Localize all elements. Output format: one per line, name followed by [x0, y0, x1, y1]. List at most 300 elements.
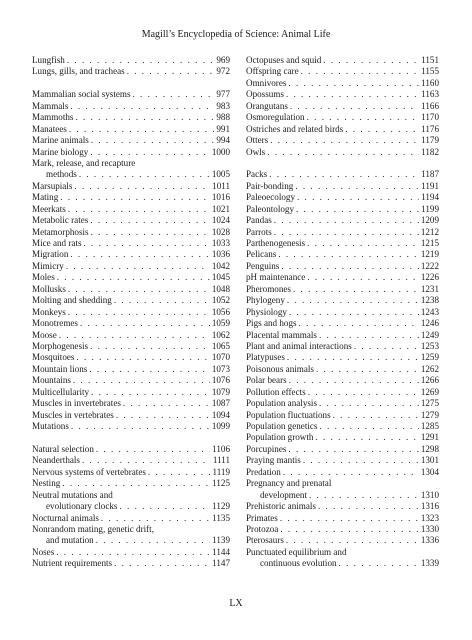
index-term: continuous evolution	[260, 558, 337, 569]
index-term: Pandas	[246, 215, 272, 226]
dot-leader	[84, 238, 210, 249]
index-term: Pollution effects	[246, 386, 306, 397]
index-entry	[32, 112, 230, 123]
index-term: Prehistoric animals	[246, 501, 316, 512]
index-entry	[32, 227, 230, 238]
index-term: Pregnancy and prenatal	[246, 478, 332, 489]
index-page-number: 1238	[420, 295, 439, 306]
index-page-number: 983	[216, 100, 230, 111]
dot-leader	[79, 169, 210, 180]
index-page-number: 1106	[212, 443, 230, 454]
index-page-number: 1285	[420, 421, 439, 431]
index-entry	[32, 135, 230, 146]
index-page-number: 1266	[420, 375, 439, 386]
index-term: Phylogeny	[246, 295, 285, 306]
dot-leader	[315, 432, 418, 443]
index-term: Praying mantis	[246, 455, 301, 466]
index-page-number: 1087	[211, 398, 230, 409]
index-entry	[32, 398, 230, 409]
dot-leader	[68, 284, 210, 295]
index-term: Orangutans	[246, 100, 288, 111]
index-entry	[246, 101, 439, 112]
running-header: Magill’s Encyclopedia of Science: Animal Life	[141, 29, 331, 40]
dot-leader	[339, 558, 419, 569]
index-page-number: 1304	[420, 466, 439, 477]
letter-group-gap	[32, 432, 230, 443]
index-entry	[32, 249, 230, 260]
index-entry	[32, 204, 230, 215]
dot-leader	[280, 513, 419, 524]
index-page-number: 1253	[420, 340, 439, 351]
index-page-number: 1298	[420, 443, 439, 454]
dot-leader	[91, 135, 215, 146]
dot-leader	[68, 204, 210, 215]
index-entry	[246, 169, 439, 180]
index-page-number: 1259	[420, 352, 439, 363]
index-entry	[246, 467, 439, 478]
index-page-number: 1310	[420, 489, 439, 500]
letter-group-gap	[32, 78, 230, 89]
dot-leader	[127, 66, 215, 77]
index-page-number: 1005	[211, 169, 230, 180]
dot-leader	[123, 398, 210, 409]
index-entry	[246, 375, 439, 386]
dot-leader	[287, 352, 419, 363]
dot-leader	[316, 364, 419, 375]
index-page-number: 977	[216, 89, 230, 100]
index-term: Mutations	[32, 421, 69, 431]
index-entry	[246, 547, 439, 558]
index-page-number: 1339	[420, 558, 439, 569]
index-entry	[246, 421, 439, 432]
index-entry	[246, 444, 439, 455]
index-term: pH maintenance	[246, 272, 306, 283]
index-term: development	[260, 489, 307, 500]
dot-leader	[307, 272, 418, 283]
index-page-number: 1262	[420, 363, 439, 374]
dot-leader	[80, 318, 210, 329]
index-entry	[246, 249, 439, 260]
index-term: Neanderthals	[32, 455, 80, 466]
index-entry	[246, 330, 439, 341]
dot-leader	[82, 455, 211, 466]
index-page-number: 1059	[211, 318, 230, 329]
dot-leader	[70, 101, 214, 112]
index-page-number: 1243	[420, 306, 439, 317]
index-term: Pheromones	[246, 283, 291, 294]
index-term: Paleoecology	[246, 192, 295, 203]
index-entry	[246, 238, 439, 249]
index-term: Mimicry	[32, 260, 64, 271]
index-entry	[32, 467, 230, 478]
index-page-number: 1036	[211, 249, 230, 260]
index-term: Mountain lions	[32, 363, 88, 374]
index-entry	[32, 330, 230, 341]
index-term: Metabolic rates	[32, 215, 89, 226]
index-term: Muscles in vertebrates	[32, 409, 114, 420]
dot-leader	[290, 101, 419, 112]
index-entry	[32, 284, 230, 295]
index-term: Mosquitoes	[32, 352, 75, 363]
index-term: Mark, release, and recapture	[32, 157, 136, 168]
index-page-number: 1301	[420, 455, 439, 466]
index-term: Monotremes	[32, 318, 78, 329]
dot-leader	[62, 478, 210, 489]
dot-leader	[289, 375, 419, 386]
index-page-number: 1163	[421, 89, 439, 100]
index-page-number: 1212	[420, 226, 439, 237]
index-page-number: 1187	[421, 169, 439, 180]
index-entry	[32, 66, 230, 77]
index-entry	[246, 55, 439, 66]
dot-leader	[278, 249, 419, 260]
index-term: Noses	[32, 546, 55, 557]
dot-leader	[74, 181, 210, 192]
index-page-number: 1111	[212, 455, 230, 466]
index-column-right	[246, 55, 439, 570]
index-term: Protozoa	[246, 523, 279, 534]
dot-leader	[319, 398, 419, 409]
dot-leader	[267, 147, 419, 158]
index-entry	[246, 89, 439, 100]
index-page-number: 1246	[420, 318, 439, 329]
dot-leader	[307, 238, 419, 249]
index-term: Penguins	[246, 260, 280, 271]
index-term: Population analysis	[246, 398, 317, 409]
dot-leader	[319, 330, 419, 341]
index-entry	[32, 181, 230, 192]
index-entry	[246, 204, 439, 215]
index-term: Plant and animal interactions	[246, 340, 352, 351]
page-number-roman: LX	[229, 598, 243, 609]
dot-leader	[70, 249, 209, 260]
index-entry	[246, 478, 439, 489]
index-term: Meerkats	[32, 203, 66, 214]
index-term: Neutral mutations and	[32, 489, 113, 500]
index-entry	[32, 490, 230, 501]
index-page-number: 1269	[420, 386, 439, 397]
index-page-number: 1176	[421, 123, 439, 134]
index-entry	[246, 307, 439, 318]
index-entry	[32, 238, 230, 249]
index-entry	[246, 513, 439, 524]
index-entry	[246, 535, 439, 546]
index-page-number: 1249	[420, 329, 439, 340]
index-term: Manatees	[32, 123, 67, 134]
index-term: Lungs, gills, and tracheas	[32, 66, 125, 77]
index-term: Pterosaurs	[246, 535, 284, 546]
dot-leader	[60, 192, 210, 203]
index-entry	[32, 444, 230, 455]
dot-leader	[301, 66, 420, 77]
dot-leader	[288, 78, 419, 89]
index-term: Lungfish	[32, 55, 65, 65]
dot-leader	[96, 535, 210, 546]
index-entry	[32, 535, 230, 546]
index-page-number: 1323	[420, 512, 439, 523]
dot-leader	[286, 89, 419, 100]
index-term: Muscles in invertebrates	[32, 398, 121, 409]
index-entry	[246, 215, 439, 226]
index-page-number: 1222	[420, 260, 439, 271]
index-term: Poisonous animals	[246, 363, 314, 374]
index-entry	[246, 78, 439, 89]
index-page-number: 1070	[211, 352, 230, 363]
index-page-number: 1073	[211, 363, 230, 374]
index-page-number: 1191	[421, 180, 439, 191]
index-entry	[246, 352, 439, 363]
index-term: Octopuses and squid	[246, 55, 322, 65]
index-entry	[32, 158, 230, 169]
dot-leader	[114, 558, 210, 569]
dot-leader	[57, 272, 210, 283]
index-page-number: 1316	[420, 501, 439, 512]
index-term: Polar bears	[246, 375, 287, 386]
index-page-number: 1033	[211, 238, 230, 248]
index-page-number: 1179	[421, 135, 439, 146]
dot-leader	[296, 204, 419, 215]
index-entry	[246, 181, 439, 192]
index-term: Pair-bonding	[246, 180, 294, 191]
index-entry	[32, 272, 230, 283]
index-page-number: 1045	[211, 272, 230, 283]
dot-leader	[354, 341, 419, 352]
index-entry	[32, 352, 230, 363]
index-entry	[246, 135, 439, 146]
index-term: Moles	[32, 272, 55, 283]
index-entry	[246, 261, 439, 272]
dot-leader	[91, 227, 210, 238]
dot-leader	[69, 124, 215, 135]
index-entry	[246, 341, 439, 352]
index-page-number: 1209	[420, 215, 439, 226]
index-term: evolutionary clocks	[46, 501, 118, 512]
index-page-number: 1144	[212, 546, 230, 557]
index-entry	[246, 295, 439, 306]
index-entry	[32, 295, 230, 306]
index-term: Osmoregulation	[246, 112, 305, 123]
index-entry	[32, 261, 230, 272]
index-term: Migration	[32, 249, 69, 260]
dot-leader	[71, 421, 210, 432]
index-term: methods	[46, 169, 77, 180]
dot-leader	[287, 295, 419, 306]
dot-leader	[303, 455, 419, 466]
index-entry	[32, 341, 230, 352]
index-term: Owls	[246, 146, 266, 157]
index-page-number: 1042	[211, 260, 230, 271]
index-term: Offspring care	[246, 66, 299, 77]
index-page-number: 1000	[211, 146, 230, 157]
index-term: Packs	[246, 169, 268, 180]
index-page-number: 1016	[211, 192, 230, 203]
dot-leader	[295, 181, 419, 192]
index-page-number: 1056	[211, 306, 230, 317]
index-entry	[246, 490, 439, 501]
index-term: Mollusks	[32, 283, 66, 294]
index-entry	[246, 147, 439, 158]
index-page-number: 1291	[420, 432, 439, 443]
index-entry	[246, 432, 439, 443]
index-entry	[32, 455, 230, 466]
index-page-number: 1155	[421, 66, 439, 77]
index-page-number: 1079	[211, 386, 230, 397]
dot-leader	[119, 501, 210, 512]
index-entry	[246, 398, 439, 409]
index-term: Mammalian social systems	[32, 89, 131, 100]
index-entry	[32, 375, 230, 386]
index-page-number: 1028	[211, 226, 230, 237]
index-term: Moose	[32, 329, 57, 340]
dot-leader	[56, 547, 210, 558]
dot-leader	[68, 307, 210, 318]
index-entry	[32, 478, 230, 489]
index-term: Multicellularity	[32, 386, 90, 397]
index-page-number: 1139	[212, 535, 230, 546]
index-entry	[32, 192, 230, 203]
index-entry	[32, 169, 230, 180]
index-term: Nonrandom mating, genetic drift,	[32, 523, 154, 534]
index-term: Placental mammals	[246, 329, 317, 340]
dot-leader	[66, 261, 210, 272]
index-entry	[32, 147, 230, 158]
index-entry	[32, 364, 230, 375]
dot-leader	[308, 387, 419, 398]
index-term: and mutation	[46, 535, 94, 546]
index-term: Ostriches and related birds	[246, 123, 344, 134]
dot-leader	[90, 215, 210, 226]
index-column-left	[32, 55, 230, 570]
index-term: Mice and rats	[32, 238, 82, 248]
index-page-number: 1094	[211, 409, 230, 420]
index-entry	[246, 558, 439, 569]
index-entry	[32, 101, 230, 112]
index-term: Natural selection	[32, 443, 94, 454]
index-page-number: 1099	[211, 421, 230, 431]
index-page-number: 1336	[420, 535, 439, 546]
index-entry	[32, 558, 230, 569]
index-entry	[32, 501, 230, 512]
index-entry	[246, 66, 439, 77]
index-entry	[246, 501, 439, 512]
index-entry	[246, 227, 439, 238]
index-term: Nutrient requirements	[32, 558, 113, 569]
index-term: Monkeys	[32, 306, 66, 317]
dot-leader	[67, 55, 215, 66]
index-entry	[32, 524, 230, 535]
dot-leader	[114, 295, 210, 306]
index-page-number: 1125	[212, 478, 230, 489]
index-entry	[32, 513, 230, 524]
dot-leader	[280, 524, 418, 535]
dot-leader	[101, 513, 210, 524]
index-entry	[246, 284, 439, 295]
dot-leader	[274, 227, 419, 238]
letter-group-gap	[246, 158, 439, 169]
index-term: Paleontology	[246, 203, 294, 214]
index-entry	[246, 410, 439, 421]
index-page-number: 1170	[421, 112, 439, 123]
index-page-number: 1226	[420, 272, 439, 283]
dot-leader	[289, 307, 419, 318]
dot-leader	[76, 352, 209, 363]
index-page-number: 1011	[212, 180, 230, 191]
index-entry	[246, 192, 439, 203]
dot-leader	[59, 330, 210, 341]
index-term: Population fluctuations	[246, 409, 331, 420]
index-term: Nocturnal animals	[32, 512, 99, 523]
dot-leader	[96, 444, 210, 455]
dot-leader	[281, 261, 418, 272]
index-entry	[32, 547, 230, 558]
index-page-number: 1048	[211, 283, 230, 294]
index-entry	[32, 410, 230, 421]
index-term: Population growth	[246, 432, 314, 443]
index-page-number: 1199	[421, 203, 439, 214]
dot-leader	[75, 112, 214, 123]
index-term: Predation	[246, 466, 281, 477]
index-page-number: 1215	[420, 238, 439, 248]
index-term: Marsupials	[32, 180, 73, 191]
index-term: Pelicans	[246, 249, 277, 260]
index-term: Population genetics	[246, 421, 318, 431]
index-entry	[32, 124, 230, 135]
index-entry	[246, 124, 439, 135]
index-term: Marine animals	[32, 135, 89, 146]
index-entry	[32, 215, 230, 226]
index-page-number: 972	[216, 66, 230, 77]
index-page-number: 1151	[421, 55, 439, 65]
index-term: Mating	[32, 192, 59, 203]
index-page-number: 969	[216, 55, 230, 65]
index-term: Primates	[246, 512, 278, 523]
index-term: Metamorphosis	[32, 226, 89, 237]
index-term: Marine biology	[32, 146, 89, 157]
dot-leader	[116, 410, 210, 421]
index-page-number: 1135	[212, 512, 230, 523]
dot-leader	[323, 55, 419, 66]
dot-leader	[286, 535, 419, 546]
index-term: Mammals	[32, 100, 69, 111]
index-entry	[246, 364, 439, 375]
index-entry	[246, 387, 439, 398]
index-page-number: 1129	[212, 501, 230, 512]
index-term: Molting and shedding	[32, 295, 112, 306]
index-term: Punctuated equilibrium and	[246, 546, 347, 557]
index-page-number: 1024	[211, 215, 230, 226]
index-term: Nervous systems of vertebrates	[32, 466, 146, 477]
dot-leader	[90, 341, 210, 352]
index-term: Opossums	[246, 89, 284, 100]
dot-leader	[133, 89, 215, 100]
dot-leader	[270, 135, 419, 146]
index-page-number: 1194	[421, 192, 439, 203]
index-page-number: 1076	[211, 375, 230, 386]
index-page-number: 1052	[211, 295, 230, 306]
dot-leader	[309, 490, 419, 501]
dot-leader	[307, 112, 420, 123]
dot-leader	[283, 467, 419, 478]
index-entry	[246, 272, 439, 283]
index-page-number: 1279	[420, 409, 439, 420]
index-page-number: 1147	[212, 558, 230, 569]
dot-leader	[333, 410, 419, 421]
index-entry	[32, 387, 230, 398]
index-page-number: 994	[216, 135, 230, 146]
dot-leader	[297, 192, 419, 203]
dot-leader	[91, 387, 210, 398]
index-term: Mammoths	[32, 112, 74, 123]
